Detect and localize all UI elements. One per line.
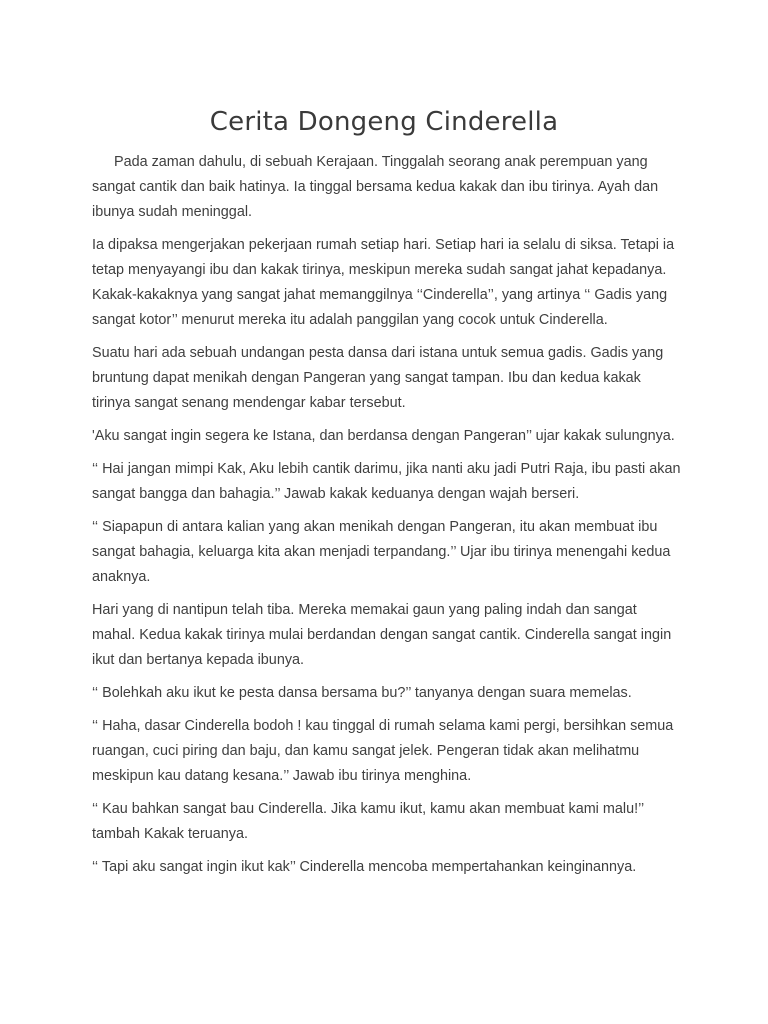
paragraph: ‘‘ Tapi aku sangat ingin ikut kak’’ Cinderella mencoba mempertahankan keinginannya. [92,859,637,875]
document-body [92,150,682,888]
paragraph: ‘‘ Haha, dasar Cinderella bodoh ! kau tinggal di rumah selama kami pergi, bersihkan semua ruangan, cuci piring dan baju, dan kamu sangat jelek. Pengeran tidak akan melihatmu meskipun kau datang kesana.’’ Jawab ibu tirinya menghina. [92,718,674,784]
paragraph: ‘‘ Hai jangan mimpi Kak, Aku lebih cantik darimu, jika nanti aku jadi Putri Raja, ibu pasti akan sangat bangga dan bahagia.’’ Jawab kakak keduanya dengan wajah berseri. [92,461,681,502]
paragraph: ‘‘ Bolehkah aku ikut ke pesta dansa bersama bu?’’ tanyanya dengan suara memelas. [92,685,632,701]
paragraph: ‘‘ Siapapun di antara kalian yang akan menikah dengan Pangeran, itu akan membuat ibu sangat bahagia, keluarga kita akan menjadi terpandang.’’ Ujar ibu tirinya menengahi kedua anaknya. [92,519,671,585]
paragraph: 'Aku sangat ingin segera ke Istana, dan berdansa dengan Pangeran’’ ujar kakak sulungnya. [92,428,675,444]
paragraph: Ia dipaksa mengerjakan pekerjaan rumah setiap hari. Setiap hari ia selalu di siksa. Tetapi ia tetap menyayangi ibu dan kakak tirinya, meskipun mereka sudah sangat jahat kepadanya. Kakak-kakaknya yang sangat jahat memanggilnya ‘‘Cinderella’’, yang artinya ‘‘ Gadis yang sangat kotor’’ menurut mereka itu adalah panggilan yang cocok untuk Cinderella. [92,237,675,328]
document-title: Cerita Dongeng Cinderella [209,107,559,137]
paragraph: Suatu hari ada sebuah undangan pesta dansa dari istana untuk semua gadis. Gadis yang bruntung dapat menikah dengan Pangeran yang sangat tampan. Ibu dan kedua kakak tirinya sangat senang mendengar kabar tersebut. [92,345,664,411]
paragraph: Hari yang di nantipun telah tiba. Mereka memakai gaun yang paling indah dan sangat mahal. Kedua kakak tirinya mulai berdandan dengan sangat cantik. Cinderella sangat ingin ikut dan bertanya kepada ibunya. [92,602,672,668]
paragraph: Pada zaman dahulu, di sebuah Kerajaan. Tinggalah seorang anak perempuan yang sangat cantik dan baik hatinya. Ia tinggal bersama kedua kakak dan ibu tirinya. Ayah dan ibunya sudah meninggal. [92,154,659,220]
paragraph: ‘‘ Kau bahkan sangat bau Cinderella. Jika kamu ikut, kamu akan membuat kami malu!’’ tambah Kakak teruanya. [92,801,644,842]
